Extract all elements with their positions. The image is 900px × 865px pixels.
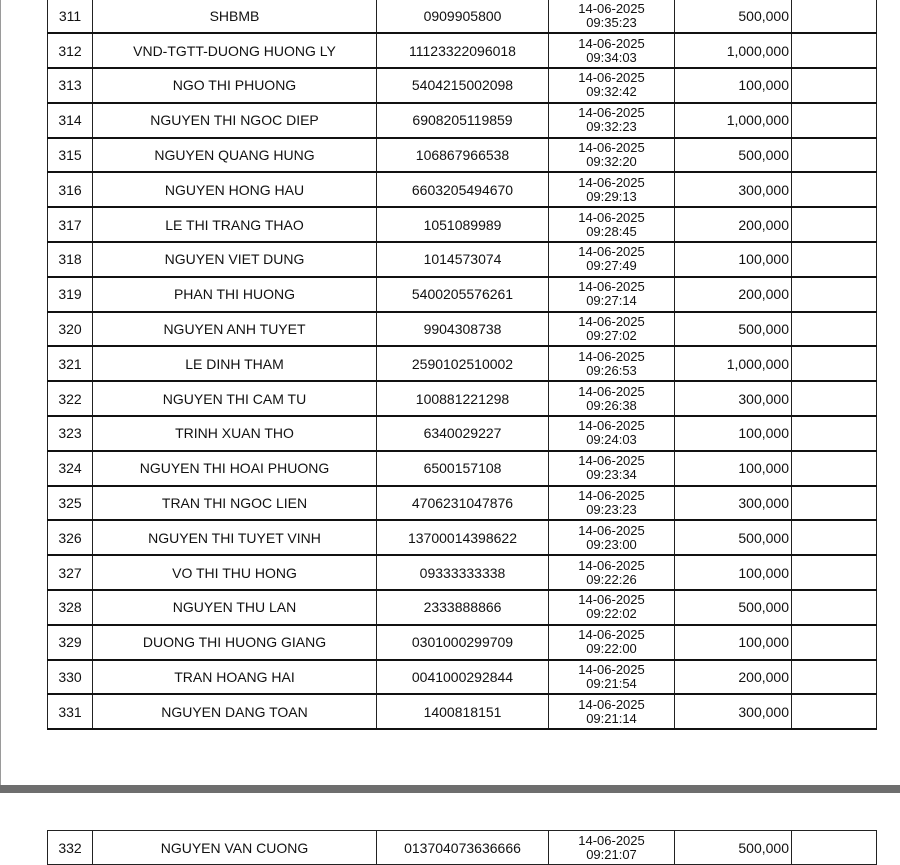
sender-name: NGUYEN VAN CUONG	[93, 831, 377, 865]
amount: 100,000	[675, 242, 792, 277]
account-number: 2333888866	[377, 590, 549, 625]
row-number: 332	[48, 831, 93, 865]
sender-name: NGUYEN THI HOAI PHUONG	[93, 451, 377, 486]
amount: 100,000	[675, 68, 792, 103]
transaction-time	[549, 172, 675, 207]
transaction-table-body	[48, 0, 877, 729]
transaction-clock: 09:23:00	[586, 536, 637, 552]
row-number: 321	[48, 346, 93, 381]
transaction-clock: 09:27:49	[586, 258, 637, 274]
transaction-time	[549, 68, 675, 103]
page-left-edge	[0, 0, 1, 788]
account-number: 1014573074	[377, 242, 549, 277]
transaction-clock: 09:32:23	[586, 119, 637, 135]
note-cell	[792, 277, 877, 312]
sender-name: SHBMB	[93, 0, 377, 33]
transaction-table-next-page	[47, 830, 877, 865]
note-cell	[792, 555, 877, 590]
transaction-date: 14-06-2025	[578, 244, 645, 260]
transaction-time	[549, 590, 675, 625]
table-row	[48, 416, 877, 451]
transaction-date: 14-06-2025	[578, 348, 645, 364]
transaction-time	[549, 416, 675, 451]
row-number: 322	[48, 381, 93, 416]
sender-name: NGUYEN QUANG HUNG	[93, 138, 377, 173]
transaction-date: 14-06-2025	[578, 453, 645, 469]
sender-name: PHAN THI HUONG	[93, 277, 377, 312]
sender-name: VND-TGTT-DUONG HUONG LY	[93, 33, 377, 68]
transaction-date: 14-06-2025	[578, 0, 645, 16]
transaction-time	[549, 346, 675, 381]
table-row	[48, 172, 877, 207]
note-cell	[792, 138, 877, 173]
page-break	[0, 785, 900, 793]
note-cell	[792, 520, 877, 555]
row-number: 314	[48, 103, 93, 138]
transaction-date: 14-06-2025	[578, 70, 645, 86]
row-number: 327	[48, 555, 93, 590]
account-number: 6603205494670	[377, 172, 549, 207]
note-cell	[792, 0, 877, 33]
transaction-clock: 09:26:38	[586, 397, 637, 413]
table-row	[48, 831, 877, 865]
sender-name: TRINH XUAN THO	[93, 416, 377, 451]
sender-name: NGUYEN THU LAN	[93, 590, 377, 625]
sender-name: NGUYEN THI CAM TU	[93, 381, 377, 416]
transaction-clock: 09:32:42	[586, 84, 637, 100]
row-number: 330	[48, 660, 93, 695]
table-row	[48, 0, 877, 33]
sender-name: NGUYEN THI NGOC DIEP	[93, 103, 377, 138]
sender-name: VO THI THU HONG	[93, 555, 377, 590]
sender-name: LE THI TRANG THAO	[93, 207, 377, 242]
transaction-date: 14-06-2025	[578, 314, 645, 330]
note-cell	[792, 590, 877, 625]
note-cell	[792, 451, 877, 486]
row-number: 325	[48, 486, 93, 521]
transaction-time	[549, 625, 675, 660]
table-row	[48, 33, 877, 68]
table-row	[48, 207, 877, 242]
row-number: 312	[48, 33, 93, 68]
row-number: 319	[48, 277, 93, 312]
transaction-date: 14-06-2025	[578, 522, 645, 538]
account-number: 11123322096018	[377, 33, 549, 68]
note-cell	[792, 416, 877, 451]
amount: 200,000	[675, 277, 792, 312]
transaction-clock: 09:26:53	[586, 362, 637, 378]
note-cell	[792, 486, 877, 521]
transaction-clock: 09:22:02	[586, 606, 637, 622]
transaction-date: 14-06-2025	[578, 209, 645, 225]
row-number: 323	[48, 416, 93, 451]
transaction-time	[549, 242, 675, 277]
note-cell	[792, 172, 877, 207]
row-number: 317	[48, 207, 93, 242]
transaction-time	[549, 33, 675, 68]
amount: 300,000	[675, 694, 792, 729]
transaction-time	[549, 555, 675, 590]
transaction-date: 14-06-2025	[578, 592, 645, 608]
sender-name: NGUYEN THI TUYET VINH	[93, 520, 377, 555]
row-number: 326	[48, 520, 93, 555]
transaction-clock: 09:29:13	[586, 188, 637, 204]
transaction-date: 14-06-2025	[578, 832, 645, 848]
note-cell	[792, 68, 877, 103]
amount: 200,000	[675, 207, 792, 242]
transaction-clock: 09:22:00	[586, 641, 637, 657]
account-number: 09333333338	[377, 555, 549, 590]
transaction-date: 14-06-2025	[578, 627, 645, 643]
table-row	[48, 451, 877, 486]
amount: 100,000	[675, 416, 792, 451]
account-number: 1400818151	[377, 694, 549, 729]
transaction-time	[549, 381, 675, 416]
account-number: 0909905800	[377, 0, 549, 33]
row-number: 320	[48, 312, 93, 347]
amount: 100,000	[675, 451, 792, 486]
note-cell	[792, 831, 877, 865]
sender-name: TRAN HOANG HAI	[93, 660, 377, 695]
sender-name: NGUYEN ANH TUYET	[93, 312, 377, 347]
table-row	[48, 555, 877, 590]
transaction-date: 14-06-2025	[578, 696, 645, 712]
table-row	[48, 277, 877, 312]
transaction-clock: 09:35:23	[586, 14, 637, 30]
account-number: 0301000299709	[377, 625, 549, 660]
transaction-clock: 09:28:45	[586, 223, 637, 239]
account-number: 100881221298	[377, 381, 549, 416]
transaction-time	[549, 486, 675, 521]
note-cell	[792, 381, 877, 416]
account-number: 106867966538	[377, 138, 549, 173]
row-number: 328	[48, 590, 93, 625]
sender-name: TRAN THI NGOC LIEN	[93, 486, 377, 521]
transaction-time	[549, 451, 675, 486]
account-number: 13700014398622	[377, 520, 549, 555]
row-number: 331	[48, 694, 93, 729]
table-row	[48, 242, 877, 277]
transaction-table	[47, 0, 877, 730]
table-row	[48, 660, 877, 695]
transaction-date: 14-06-2025	[578, 383, 645, 399]
transaction-clock: 09:34:03	[586, 49, 637, 65]
note-cell	[792, 694, 877, 729]
sender-name: NGUYEN VIET DUNG	[93, 242, 377, 277]
amount: 100,000	[675, 625, 792, 660]
account-number: 2590102510002	[377, 346, 549, 381]
transaction-clock: 09:22:26	[586, 571, 637, 587]
amount: 1,000,000	[675, 33, 792, 68]
account-number: 9904308738	[377, 312, 549, 347]
table-row	[48, 68, 877, 103]
row-number: 311	[48, 0, 93, 33]
sender-name: NGUYEN HONG HAU	[93, 172, 377, 207]
amount: 500,000	[675, 138, 792, 173]
transaction-table-next-page-body	[48, 831, 877, 865]
table-row	[48, 520, 877, 555]
transaction-time	[549, 138, 675, 173]
amount: 500,000	[675, 831, 792, 865]
transaction-clock: 09:23:23	[586, 502, 637, 518]
table-row	[48, 138, 877, 173]
transaction-clock: 09:32:20	[586, 154, 637, 170]
transaction-clock: 09:27:14	[586, 293, 637, 309]
transaction-clock: 09:24:03	[586, 432, 637, 448]
table-row	[48, 381, 877, 416]
account-number: 5400205576261	[377, 277, 549, 312]
amount: 300,000	[675, 172, 792, 207]
account-number: 5404215002098	[377, 68, 549, 103]
amount: 200,000	[675, 660, 792, 695]
transaction-clock: 09:21:14	[586, 710, 637, 726]
table-row	[48, 103, 877, 138]
row-number: 315	[48, 138, 93, 173]
account-number: 6340029227	[377, 416, 549, 451]
table-row	[48, 590, 877, 625]
transaction-time	[549, 831, 675, 865]
row-number: 318	[48, 242, 93, 277]
transaction-date: 14-06-2025	[578, 279, 645, 295]
note-cell	[792, 660, 877, 695]
transaction-date: 14-06-2025	[578, 557, 645, 573]
row-number: 324	[48, 451, 93, 486]
transaction-date: 14-06-2025	[578, 662, 645, 678]
transaction-time	[549, 277, 675, 312]
transaction-time	[549, 660, 675, 695]
sender-name: NGUYEN DANG TOAN	[93, 694, 377, 729]
account-number: 013704073636666	[377, 831, 549, 865]
transaction-date: 14-06-2025	[578, 35, 645, 51]
account-number: 6908205119859	[377, 103, 549, 138]
transaction-time	[549, 207, 675, 242]
account-number: 1051089989	[377, 207, 549, 242]
transaction-clock: 09:21:07	[586, 846, 637, 862]
transaction-time	[549, 694, 675, 729]
transaction-date: 14-06-2025	[578, 418, 645, 434]
account-number: 0041000292844	[377, 660, 549, 695]
row-number: 313	[48, 68, 93, 103]
transaction-time	[549, 103, 675, 138]
account-number: 4706231047876	[377, 486, 549, 521]
transaction-clock: 09:27:02	[586, 328, 637, 344]
amount: 1,000,000	[675, 346, 792, 381]
amount: 300,000	[675, 486, 792, 521]
amount: 100,000	[675, 555, 792, 590]
table-row	[48, 346, 877, 381]
sender-name: NGO THI PHUONG	[93, 68, 377, 103]
note-cell	[792, 33, 877, 68]
transaction-date: 14-06-2025	[578, 105, 645, 121]
transaction-clock: 09:21:54	[586, 676, 637, 692]
amount: 500,000	[675, 590, 792, 625]
note-cell	[792, 346, 877, 381]
amount: 500,000	[675, 520, 792, 555]
transaction-date: 14-06-2025	[578, 140, 645, 156]
note-cell	[792, 312, 877, 347]
account-number: 6500157108	[377, 451, 549, 486]
note-cell	[792, 625, 877, 660]
table-row	[48, 486, 877, 521]
transaction-time	[549, 312, 675, 347]
table-row	[48, 312, 877, 347]
amount: 500,000	[675, 0, 792, 33]
note-cell	[792, 242, 877, 277]
table-row	[48, 625, 877, 660]
amount: 1,000,000	[675, 103, 792, 138]
sender-name: LE DINH THAM	[93, 346, 377, 381]
transaction-date: 14-06-2025	[578, 174, 645, 190]
amount: 500,000	[675, 312, 792, 347]
table-row	[48, 694, 877, 729]
transaction-time	[549, 0, 675, 33]
note-cell	[792, 207, 877, 242]
note-cell	[792, 103, 877, 138]
row-number: 316	[48, 172, 93, 207]
sender-name: DUONG THI HUONG GIANG	[93, 625, 377, 660]
transaction-time	[549, 520, 675, 555]
transaction-date: 14-06-2025	[578, 488, 645, 504]
amount: 300,000	[675, 381, 792, 416]
transaction-clock: 09:23:34	[586, 467, 637, 483]
row-number: 329	[48, 625, 93, 660]
